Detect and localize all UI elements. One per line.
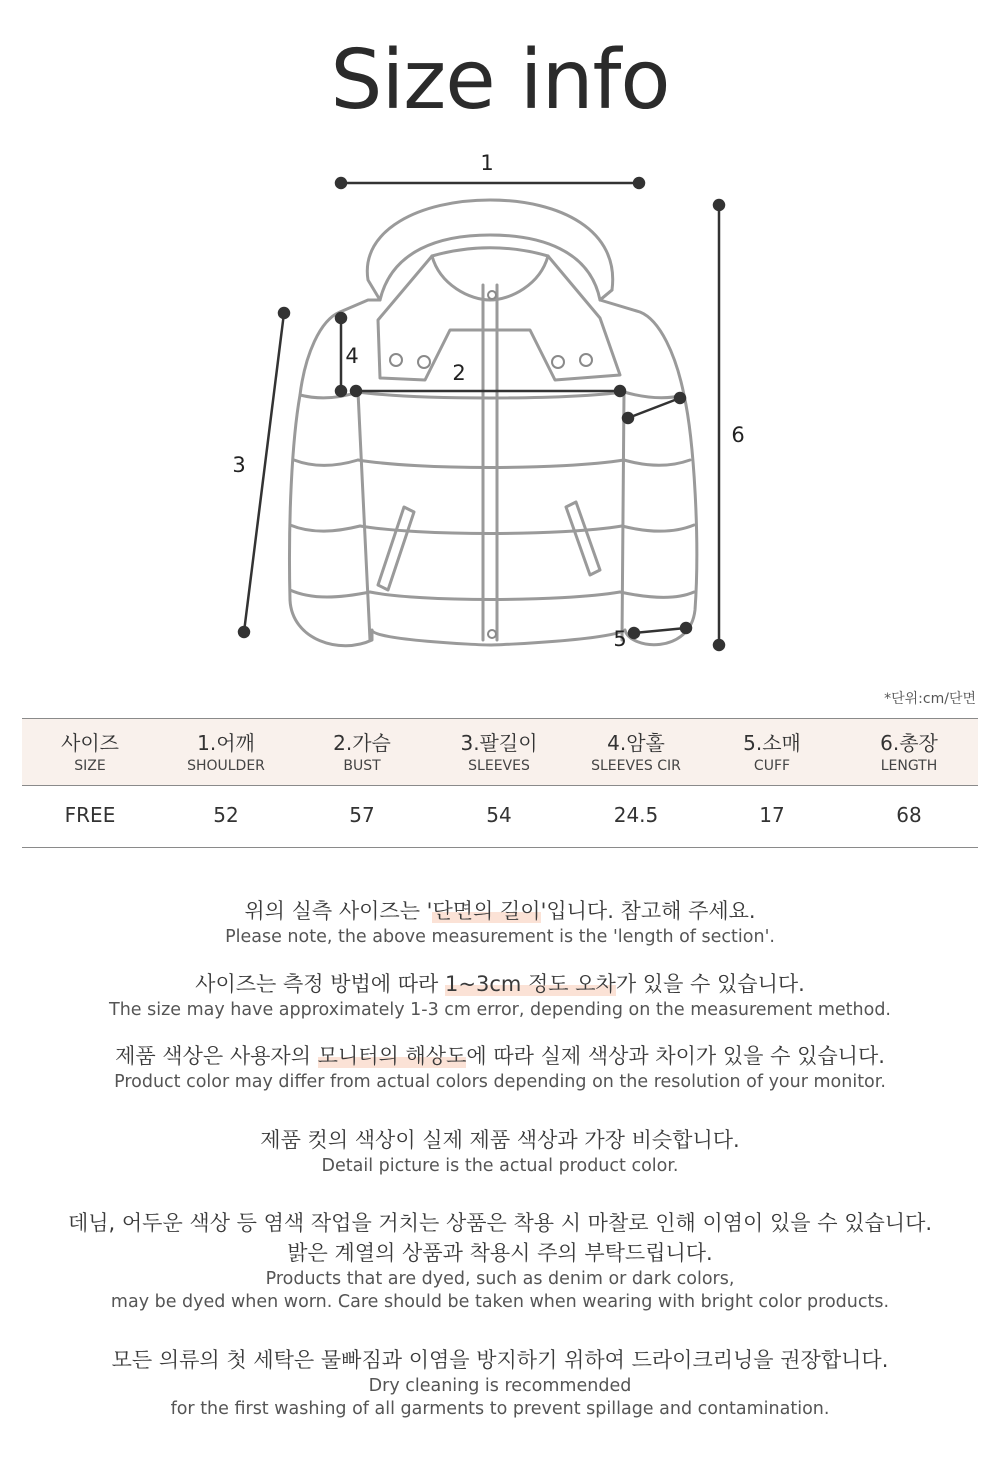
label-3: 3 [232,453,246,477]
header-sleeves: 3.팔길이 SLEEVES [460,731,538,774]
page-title: Size info [330,33,670,128]
header-length: 6.총장 LENGTH [880,731,938,774]
note-detail-color: 제품 컷의 색상이 실제 제품 색상과 가장 비슷합니다. Detail picture is the actual product color. [260,1128,740,1176]
cell-size: FREE [64,803,116,827]
label-4: 4 [345,344,359,368]
note-dye-transfer: 데님, 어두운 색상 등 염색 작업을 거치는 상품은 착용 시 마찰로 인해 이염이 있을 수 있습니다. 밝은 계열의 상품과 착용시 주의 부탁드립니다. Products that are dyed, such as denim or dark colors, may be dyed when worn. Care should be taken when wearing with bright color products. [67,1211,933,1312]
care-notes [0,896,1000,1421]
note-section-length: 위의 실측 사이즈는 '단면의 길이'입니다. 참고해 주세요. Please note, the above measurement is the 'length of section'. [225,899,775,947]
note-dry-cleaning: 모든 의류의 첫 세탁은 물빠짐과 이염을 방지하기 위하여 드라이크리닝을 권장합니다. Dry cleaning is recommended for the first washing of all garments to prevent spillage and contamination. [111,1348,889,1419]
cell-shoulder: 52 [213,803,239,827]
label-5: 5 [613,627,627,651]
label-1: 1 [480,151,494,175]
cell-length: 68 [896,803,922,827]
header-shoulder: 1.어깨 SHOULDER [187,731,265,774]
hood-outline [367,200,612,300]
header-size: 사이즈 SIZE [61,731,119,774]
jacket-measurement-diagram [0,140,1000,660]
table-header-row [22,718,978,786]
table-row [22,784,978,848]
note-monitor-color: 제품 색상은 사용자의 모니터의 해상도에 따라 실제 색상과 차이가 있을 수 있습니다. Product color may differ from actual colors depending on the resolution of your monitor. [114,1044,886,1092]
cell-sleeves-cir: 24.5 [613,803,659,827]
label-2: 2 [452,361,466,385]
cell-sleeves: 54 [486,803,512,827]
header-bust: 2.가슴 BUST [333,731,391,774]
note-measurement-error: 사이즈는 측정 방법에 따라 1~3cm 정도 오차가 있을 수 있습니다. The size may have approximately 1-3 cm error, depending on the measurement method. [109,972,891,1020]
header-sleeves-cir: 4.암홀 SLEEVES CIR [591,731,681,774]
cell-bust: 57 [349,803,375,827]
label-6: 6 [731,423,745,447]
unit-note: *단위:cm/단면 [884,691,976,707]
header-cuff: 5.소매 CUFF [743,731,801,774]
cell-cuff: 17 [759,803,785,827]
size-table [22,718,978,849]
